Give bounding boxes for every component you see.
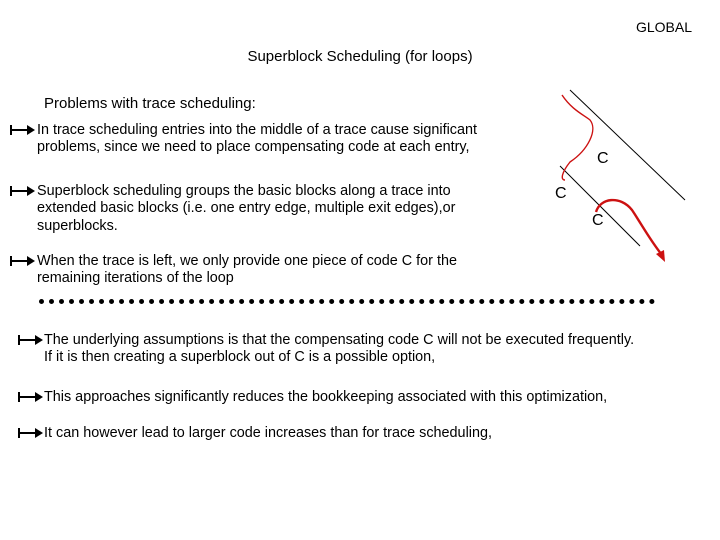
arrow-right-icon xyxy=(18,426,44,440)
arrow-right-icon xyxy=(10,123,36,137)
trace-diagram xyxy=(520,80,720,280)
arrow-right-icon xyxy=(10,184,36,198)
corner-label: GLOBAL xyxy=(635,19,692,35)
exit-curve xyxy=(596,200,662,255)
dashed-divider xyxy=(39,299,655,304)
slide-title: Superblock Scheduling (for loops) xyxy=(247,48,473,65)
bullet-text: Superblock scheduling groups the basic blocks along a trace into extended basic blocks (i.e. one entry edge, multiple exit edges),or superblocks. xyxy=(37,183,456,234)
arrow-right-icon xyxy=(18,333,44,347)
label-c-bottom: C xyxy=(592,212,604,229)
label-c-top: C xyxy=(597,150,609,167)
bullet-text: This approaches significantly reduces the bookkeeping associated with this optimization, xyxy=(44,389,608,405)
bullet-text: It can however lead to larger code increases than for trace scheduling, xyxy=(44,425,492,441)
bullet-text: The underlying assumptions is that the compensating code C will not be executed frequently. If it is then creating a superblock out of C is a possible option, xyxy=(44,332,635,366)
section-heading: Problems with trace scheduling: xyxy=(44,95,256,112)
arrow-right-icon xyxy=(18,390,44,404)
label-c-middle: C xyxy=(555,185,567,202)
bullet-text: In trace scheduling entries into the middle of a trace cause significant problems, since we need to place compensating code at each entry, xyxy=(37,122,477,156)
arrow-right-icon xyxy=(10,254,36,268)
trace-diagram-graphic xyxy=(520,80,720,280)
exit-arrowhead xyxy=(656,250,665,262)
bullet-text: When the trace is left, we only provide one piece of code C for the remaining iterations of the loop xyxy=(37,253,457,287)
